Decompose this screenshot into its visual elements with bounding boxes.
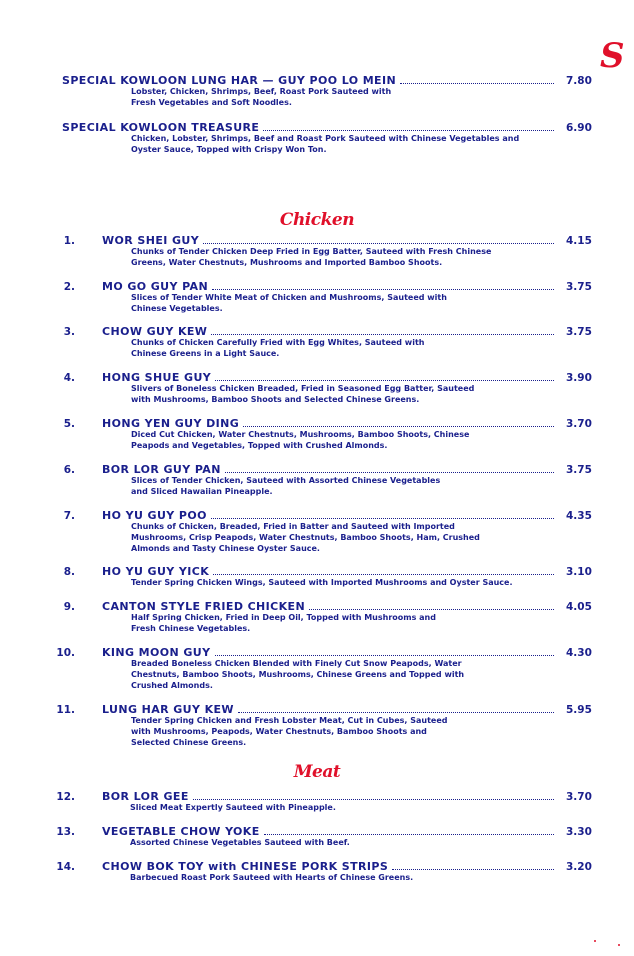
item-number: 4. xyxy=(63,372,75,384)
item-name-row xyxy=(102,280,560,294)
item-name: HO YU GUY POO xyxy=(102,509,207,522)
menu-item xyxy=(0,417,634,461)
dot-leader xyxy=(215,654,555,656)
dot-leader xyxy=(215,379,554,381)
description-line: with Mushrooms, Bamboo Shoots and Selected Chinese Greens. xyxy=(131,394,420,404)
item-description xyxy=(130,838,350,849)
description-line: Selected Chinese Greens. xyxy=(131,737,247,747)
item-name: KING MOON GUY xyxy=(102,646,211,659)
description-line: Chicken, Lobster, Shrimps, Beef and Roast Pork Sauteed with Chinese Vegetables and xyxy=(131,134,520,143)
menu-item xyxy=(0,280,634,324)
item-description xyxy=(131,578,513,589)
item-name: LUNG HAR GUY KEW xyxy=(102,703,234,716)
item-description xyxy=(131,716,447,748)
dot-leader xyxy=(211,333,554,335)
ink-speck xyxy=(594,940,596,942)
description-line: Fresh Chinese Vegetables. xyxy=(131,623,251,633)
dot-leader xyxy=(212,288,554,290)
item-description xyxy=(130,803,336,814)
item-name: VEGETABLE CHOW YOKE xyxy=(102,825,260,838)
item-number: 13. xyxy=(56,826,75,838)
menu-item xyxy=(0,860,634,904)
description-line: Mushrooms, Crisp Peapods, Water Chestnuts, Bamboo Shoots, Ham, Crushed xyxy=(131,532,480,542)
item-price: 3.75 xyxy=(566,464,592,476)
item-description xyxy=(131,476,440,498)
menu-item xyxy=(0,600,634,644)
dot-leader xyxy=(225,471,554,473)
item-description xyxy=(131,384,474,406)
item-number: 11. xyxy=(56,704,75,716)
dot-leader xyxy=(193,798,554,800)
item-name: HONG SHUE GUY xyxy=(102,371,212,384)
ink-speck xyxy=(618,944,620,946)
description-line: Chinese Vegetables. xyxy=(131,303,223,313)
item-description xyxy=(130,873,413,884)
dot-leader xyxy=(309,608,554,610)
description-line: Half Spring Chicken, Fried in Deep Oil, Topped with Mushrooms and xyxy=(131,613,436,622)
menu-item xyxy=(0,74,634,118)
item-price: 4.05 xyxy=(566,601,592,613)
section-title-meat: Meat xyxy=(293,762,341,782)
description-line: Fresh Vegetables and Soft Noodles. xyxy=(131,97,292,107)
menu-item xyxy=(0,463,634,507)
menu-item xyxy=(0,509,634,553)
description-line: Tender Spring Chicken and Fresh Lobster Meat, Cut in Cubes, Sauteed xyxy=(131,716,448,725)
item-name: HONG YEN GUY DING xyxy=(102,417,240,430)
menu-item xyxy=(0,371,634,415)
item-price: 3.75 xyxy=(566,281,592,293)
item-name-row xyxy=(102,565,560,579)
item-description xyxy=(131,659,464,691)
section-title-chicken: Chicken xyxy=(279,210,355,230)
menu-item xyxy=(0,121,634,165)
description-line: Chunks of Chicken Carefully Fried with Egg Whites, Sauteed with xyxy=(131,338,425,347)
item-number: 8. xyxy=(63,566,75,578)
item-price: 3.10 xyxy=(566,566,592,578)
dot-leader xyxy=(400,82,554,84)
menu-item xyxy=(0,325,634,369)
description-line: Almonds and Tasty Chinese Oyster Sauce. xyxy=(131,543,320,553)
item-name-row xyxy=(102,646,560,660)
corner-heading: S xyxy=(600,36,625,76)
item-name-row xyxy=(102,703,560,717)
item-number: 2. xyxy=(63,281,75,293)
item-description xyxy=(131,430,469,452)
menu-item xyxy=(0,234,634,278)
description-line: Greens, Water Chestnuts, Mushrooms and Imported Bamboo Shoots. xyxy=(131,257,443,267)
item-name: WOR SHEI GUY xyxy=(102,234,200,247)
menu-item xyxy=(0,703,634,747)
dot-leader xyxy=(264,833,554,835)
item-name: CHOW BOK TOY with CHINESE PORK STRIPS xyxy=(102,860,389,873)
item-name: CANTON STYLE FRIED CHICKEN xyxy=(102,600,306,613)
item-description xyxy=(131,522,480,554)
item-name-row xyxy=(102,790,560,804)
dot-leader xyxy=(203,242,554,244)
menu-item xyxy=(0,646,634,690)
description-line: Chunks of Tender Chicken Deep Fried in Egg Batter, Sauteed with Fresh Chinese xyxy=(131,247,492,256)
item-price: 4.30 xyxy=(566,647,592,659)
item-number: 5. xyxy=(63,418,75,430)
description-line: Assorted Chinese Vegetables Sauteed with Beef. xyxy=(130,838,350,847)
dot-leader xyxy=(238,711,554,713)
dot-leader xyxy=(392,868,554,870)
item-name: HO YU GUY YICK xyxy=(102,565,210,578)
item-price: 3.90 xyxy=(566,372,592,384)
dot-leader xyxy=(243,425,554,427)
item-price: 6.90 xyxy=(566,122,592,134)
dot-leader xyxy=(213,573,554,575)
item-name-row xyxy=(102,825,560,839)
item-name-row xyxy=(102,417,560,431)
description-line: with Mushrooms, Peapods, Water Chestnuts, Bamboo Shoots and xyxy=(131,726,427,736)
item-description xyxy=(131,134,519,156)
item-price: 3.30 xyxy=(566,826,592,838)
item-price: 3.20 xyxy=(566,861,592,873)
item-number: 12. xyxy=(56,791,75,803)
item-name: BOR LOR GEE xyxy=(102,790,189,803)
description-line: and Sliced Hawaiian Pineapple. xyxy=(131,486,273,496)
item-name: MO GO GUY PAN xyxy=(102,280,209,293)
item-name-row xyxy=(102,234,560,248)
item-price: 4.35 xyxy=(566,510,592,522)
item-price: 5.95 xyxy=(566,704,592,716)
description-line: Chunks of Chicken, Breaded, Fried in Batter and Sauteed with Imported xyxy=(131,522,455,531)
description-line: Chestnuts, Bamboo Shoots, Mushrooms, Chinese Greens and Topped with xyxy=(131,669,465,679)
item-description xyxy=(131,613,436,635)
item-name: SPECIAL KOWLOON LUNG HAR — GUY POO LO MEIN xyxy=(62,74,397,87)
item-number: 7. xyxy=(63,510,75,522)
item-name-row xyxy=(102,463,560,477)
description-line: Tender Spring Chicken Wings, Sauteed with Imported Mushrooms and Oyster Sauce. xyxy=(131,578,513,587)
item-price: 3.70 xyxy=(566,791,592,803)
item-name-row xyxy=(102,371,560,385)
item-price: 3.70 xyxy=(566,418,592,430)
dot-leader xyxy=(263,129,554,131)
item-description xyxy=(131,87,391,109)
description-line: Breaded Boneless Chicken Blended with Finely Cut Snow Peapods, Water xyxy=(131,659,462,668)
item-number: 1. xyxy=(63,235,75,247)
item-name: CHOW GUY KEW xyxy=(102,325,208,338)
item-number: 14. xyxy=(56,861,75,873)
dot-leader xyxy=(211,517,554,519)
item-name: SPECIAL KOWLOON TREASURE xyxy=(62,121,260,134)
item-description xyxy=(131,247,491,269)
item-name-row xyxy=(102,860,560,874)
item-price: 4.15 xyxy=(566,235,592,247)
description-line: Crushed Almonds. xyxy=(131,680,213,690)
item-number: 9. xyxy=(63,601,75,613)
description-line: Slices of Tender White Meat of Chicken and Mushrooms, Sauteed with xyxy=(131,293,447,302)
description-line: Sliced Meat Expertly Sauteed with Pineapple. xyxy=(130,803,336,812)
description-line: Diced Cut Chicken, Water Chestnuts, Mushrooms, Bamboo Shoots, Chinese xyxy=(131,430,470,439)
description-line: Slices of Tender Chicken, Sauteed with Assorted Chinese Vegetables xyxy=(131,476,441,485)
description-line: Lobster, Chicken, Shrimps, Beef, Roast Pork Sauteed with xyxy=(131,87,392,96)
item-name-row xyxy=(102,509,560,523)
description-line: Slivers of Boneless Chicken Breaded, Fried in Seasoned Egg Batter, Sauteed xyxy=(131,384,475,393)
description-line: Peapods and Vegetables, Topped with Crushed Almonds. xyxy=(131,440,388,450)
description-line: Chinese Greens in a Light Sauce. xyxy=(131,348,280,358)
item-name-row xyxy=(102,325,560,339)
item-number: 3. xyxy=(63,326,75,338)
item-name-row xyxy=(62,121,560,135)
description-line: Barbecued Roast Pork Sauteed with Hearts of Chinese Greens. xyxy=(130,873,414,882)
item-name: BOR LOR GUY PAN xyxy=(102,463,221,476)
description-line: Oyster Sauce, Topped with Crispy Won Ton. xyxy=(131,144,327,154)
item-name-row xyxy=(62,74,560,88)
item-description xyxy=(131,293,447,315)
item-number: 6. xyxy=(63,464,75,476)
item-price: 3.75 xyxy=(566,326,592,338)
item-name-row xyxy=(102,600,560,614)
item-description xyxy=(131,338,424,360)
item-number: 10. xyxy=(56,647,75,659)
item-price: 7.80 xyxy=(566,75,592,87)
